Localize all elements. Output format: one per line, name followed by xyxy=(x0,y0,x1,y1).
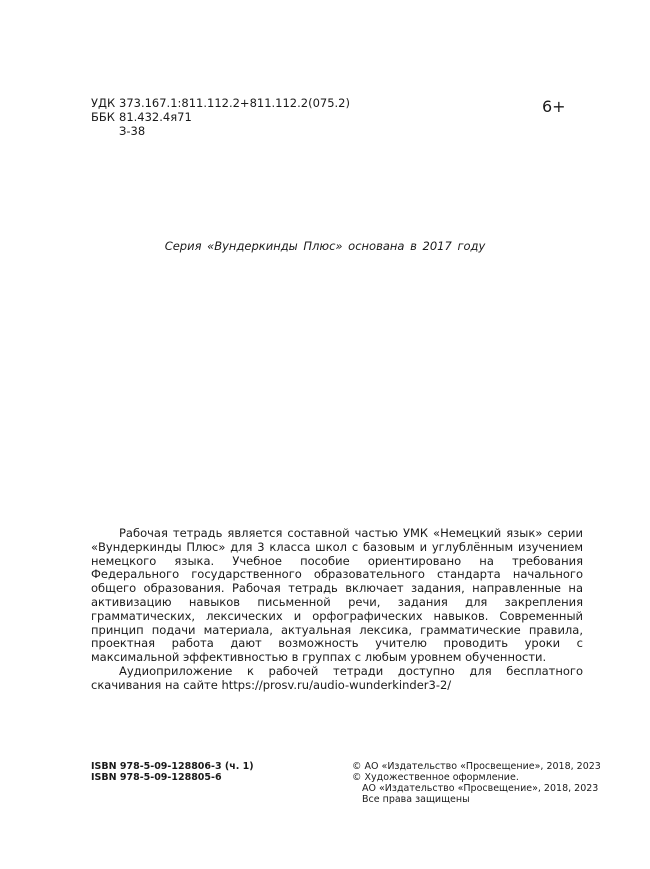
copyright-line: © Художественное оформление. xyxy=(352,772,519,783)
isbn-line: ISBN 978-5-09-128806-3 (ч. 1) xyxy=(91,761,254,772)
age-rating: 6+ xyxy=(542,97,566,116)
udk-row xyxy=(91,96,350,110)
copyright-line: Все права защищены xyxy=(362,794,470,805)
classification-block xyxy=(91,96,350,138)
series-note: Серия «Вундеркинды Плюс» основана в 2017 году xyxy=(164,239,486,253)
audio-note-paragraph: Аудиоприложение к рабочей тетради доступно для бесплатного скачивания на сайте https://prosv.ru/audio-wunderkinder3-2/ xyxy=(91,663,583,692)
bbk-label: ББК xyxy=(91,110,115,124)
abstract-paragraph: Рабочая тетрадь является составной частью УМК «Немецкий язык» серии «Вундеркинды Плюс» для 3 класса школ с базовым и углублённым изучением немецкого языка. Учебное пособие ориентировано на требования Федерального государственного образовательного стандарта начального общего образования. Рабочая тетрадь включает задания, направленные на активизацию навыков письменной речи, задания для закрепления грамматических, лексических и орфографических навыков. Современный принцип подачи материала, актуальная лексика, грамматические правила, проектная работа дают возможность учителю проводить уроки с максимальной эффективностью в группах с любым уровнем обученности. xyxy=(91,526,583,665)
copyright-line: © АО «Издательство «Просвещение», 2018, 2023 xyxy=(352,761,601,772)
bbk-value: 81.432.4я71 xyxy=(119,110,192,124)
abstract xyxy=(91,527,583,693)
author-mark: З-38 xyxy=(119,124,146,138)
isbn-line: ISBN 978-5-09-128805-6 xyxy=(91,772,222,783)
author-mark-row xyxy=(91,124,350,138)
copyright-block xyxy=(352,761,601,805)
bbk-row xyxy=(91,110,350,124)
isbn-block xyxy=(91,761,254,783)
udk-label: УДК xyxy=(91,96,116,110)
udk-value: 373.167.1:811.112.2+811.112.2(075.2) xyxy=(119,96,350,110)
copyright-line: АО «Издательство «Просвещение», 2018, 2023 xyxy=(362,783,599,794)
